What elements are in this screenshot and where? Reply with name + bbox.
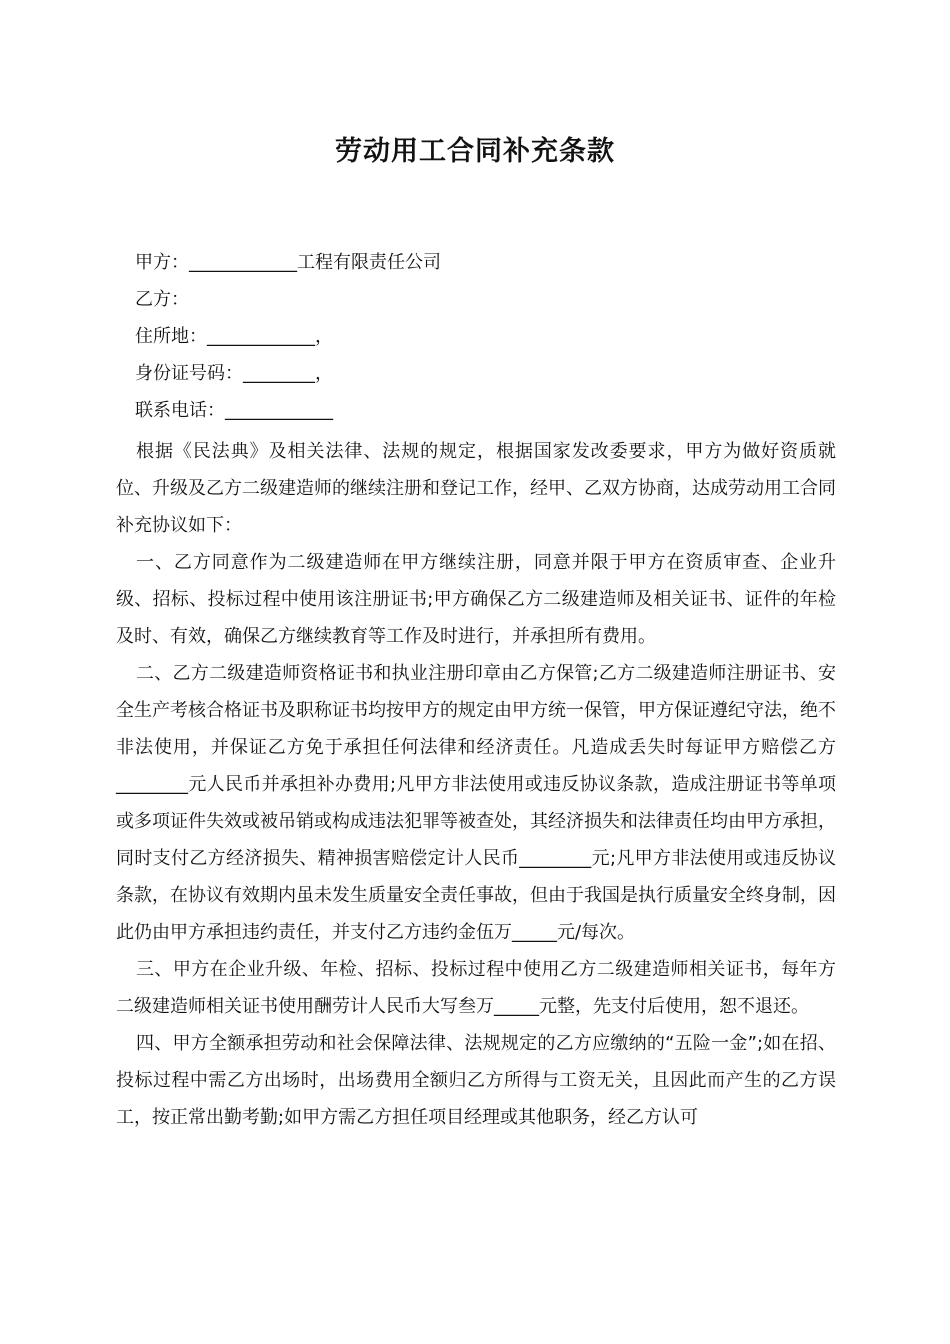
clause-3-paragraph: 三、甲方在企业升级、年检、招标、投标过程中使用乙方二级建造师相关证书，每年方二级建造师相关证书使用酬劳计人民币大写叁万_____元整，先支付后使用，恕不退还。 xyxy=(116,959,836,1017)
document-title: 劳动用工合同补充条款 xyxy=(335,136,615,167)
clause-4-paragraph: 四、甲方全额承担劳动和社会保障法律、法规规定的乙方应缴纳的“五险一金”;如在招、投标过程中需乙方出场时，出场费用全额归乙方所得与工资无关，且因此而产生的乙方误工，按正常出勤考勤;如甲方需乙方担任项目经理或其他职务，经乙方认可 xyxy=(116,1033,836,1128)
party-b-line: 乙方： xyxy=(135,289,189,310)
intro-paragraph: 根据《民法典》及相关法律、法规的规定，根据国家发改委要求，甲方为做好资质就位、升级及乙方二级建造师的继续注册和登记工作，经甲、乙双方协商，达成劳动用工合同补充协议如下： xyxy=(116,441,836,536)
phone-line: 联系电话：____________ xyxy=(135,400,333,421)
contract-body xyxy=(116,433,836,1136)
clause-1-paragraph: 一、乙方同意作为二级建造师在甲方继续注册，同意并限于甲方在资质审查、企业升级、招标、投标过程中使用该注册证书;甲方确保乙方二级建造师及相关证书、证件的年检及时、有效，确保乙方继续教育等工作及时进行，并承担所有费用。 xyxy=(116,552,836,647)
id-number-line: 身份证号码：________， xyxy=(135,363,333,384)
clause-2-paragraph: 二、乙方二级建造师资格证书和执业注册印章由乙方保管;乙方二级建造师注册证书、安全生产考核合格证书及职称证书均按甲方的规定由甲方统一保管，甲方保证遵纪守法，绝不非法使用，并保证乙方免于承担任何法律和经济责任。凡造成丢失时每证甲方赔偿乙方________元人民币并承担补办费用;凡甲方非法使用或违反协议条款，造成注册证书等单项或多项证件失效或被吊销或构成违法犯罪等被查处，其经济损失和法律责任均由甲方承担，同时支付乙方经济损失、精神损害赔偿定计人民币________元;凡甲方非法使用或违反协议条款，在协议有效期内虽未发生质量安全责任事故，但由于我国是执行质量安全终身制，因此仍由甲方承担违约责任，并支付乙方违约金伍万_____元/每次。 xyxy=(116,663,836,943)
party-a-line: 甲方：____________工程有限责任公司 xyxy=(135,252,441,273)
address-line: 住所地：____________， xyxy=(135,326,333,347)
